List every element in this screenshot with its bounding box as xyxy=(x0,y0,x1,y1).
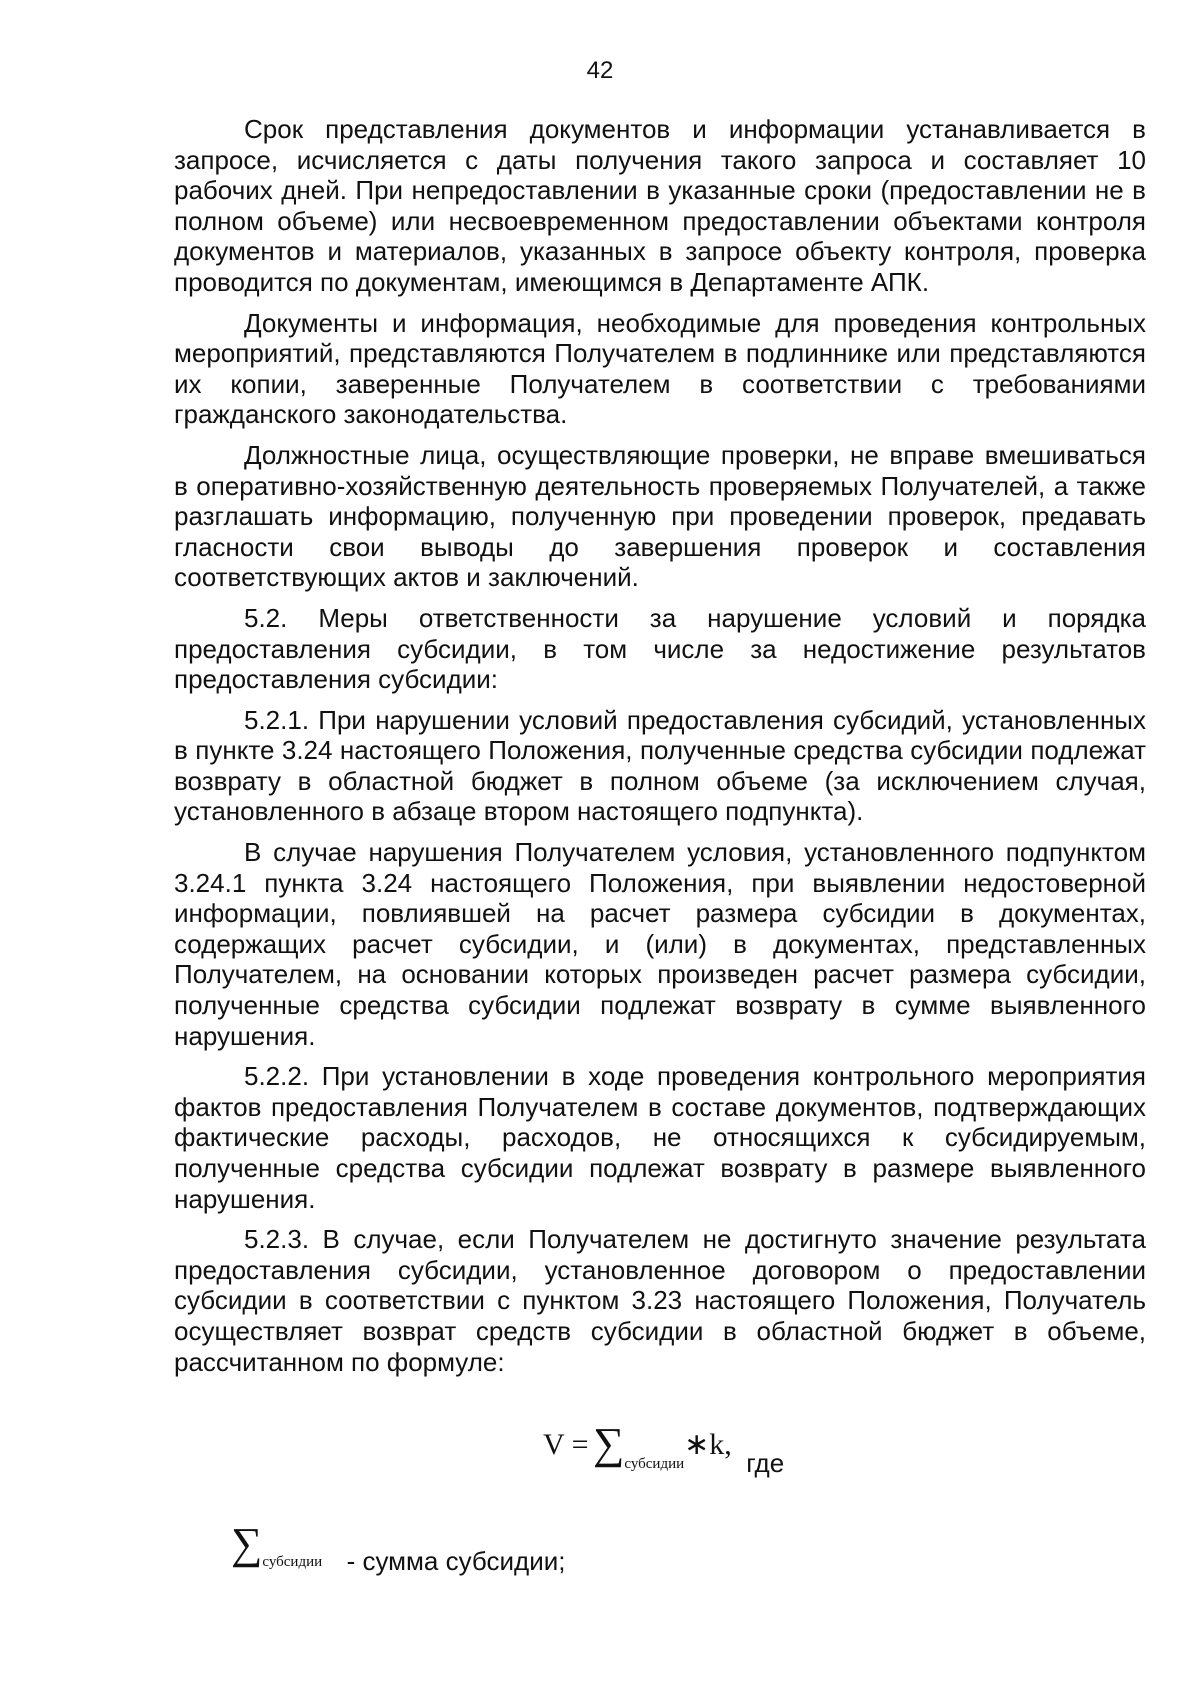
formula-where-word: где xyxy=(746,1448,785,1478)
body-text xyxy=(174,114,1146,1387)
definition-subscript: субсидии xyxy=(262,1554,323,1570)
paragraph-section-5-2-1: 5.2.1. При нарушении условий предоставления субсидий, установленных в пункте 3.24 настоящего Положения, полученные средства субсидии подлежат возврату в областной бюджет в полном объеме (за исключением случая, установленного в абзаце втором настоящего подпункта). xyxy=(174,704,1146,827)
formula-lhs: V = xyxy=(543,1428,589,1461)
paragraph-documents-submission: Документы и информация, необходимые для проведения контрольных мероприятий, представляются Получателем в подлиннике или представляются их копии, заверенные Получателем в соответствии с требованиями гражданского законодательства. xyxy=(174,307,1146,430)
formula-definition xyxy=(231,1518,565,1577)
paragraph-section-5-2-3: 5.2.3. В случае, если Получателем не достигнуто значение результата предоставления субсидии, установленное договором о предоставлении субсидии в соответствии с пунктом 3.23 настоящего Положения, Получатель осуществляет возврат средств субсидии в областной бюджет в объеме, рассчитанном по формуле: xyxy=(174,1224,1146,1377)
definition-sigma-symbol: ∑ xyxy=(231,1519,263,1568)
formula-sigma-symbol: ∑ xyxy=(593,1419,625,1468)
paragraph-section-5-2-2: 5.2.2. При установлении в ходе проведения контрольного мероприятия фактов предоставления Получателем в составе документов, подтверждающих фактические расходы, расходов, не относящихся к субсидируемым, полученные средства субсидии подлежат возврату в размере выявленного нарушения. xyxy=(174,1061,1146,1214)
paragraph-violation-case: В случае нарушения Получателем условия, установленного подпунктом 3.24.1 пункта 3.24 настоящего Положения, при выявлении недостоверной информации, повлиявшей на расчет размера субсидии в документах, содержащих расчет субсидии, и (или) в документах, представленных Получателем, на основании которых произведен расчет размера субсидии, полученные средства субсидии подлежат возврату в сумме выявленного нарушения. xyxy=(174,837,1146,1051)
page-number: 42 xyxy=(586,57,614,84)
refund-formula xyxy=(543,1418,784,1479)
paragraph-section-5-2: 5.2. Меры ответственности за нарушение условий и порядка предоставления субсидии, в том числе за недостижение результатов предоставления субсидии: xyxy=(174,602,1146,695)
paragraph-officials-restrictions: Должностные лица, осуществляющие проверки, не вправе вмешиваться в оперативно-хозяйственную деятельность проверяемых Получателей, а также разглашать информацию, полученную при проведении проверок, предавать гласности свои выводы до завершения проверок и составления соответствующих актов и заключений. xyxy=(174,439,1146,593)
definition-text: - сумма субсидии; xyxy=(346,1546,566,1576)
formula-subscript: субсидии xyxy=(624,1456,685,1472)
paragraph-documents-deadline: Срок представления документов и информации устанавливается в запросе, исчисляется с даты получения такого запроса и составляет 10 рабочих дней. При непредоставлении в указанные сроки (предоставлении не в полном объеме) или несвоевременном предоставлении объектами контроля документов и материалов, указанных в запросе объекту контроля, проверка проводится по документам, имеющимся в Департаменте АПК. xyxy=(174,114,1146,297)
formula-rhs: ∗k, xyxy=(684,1428,732,1461)
